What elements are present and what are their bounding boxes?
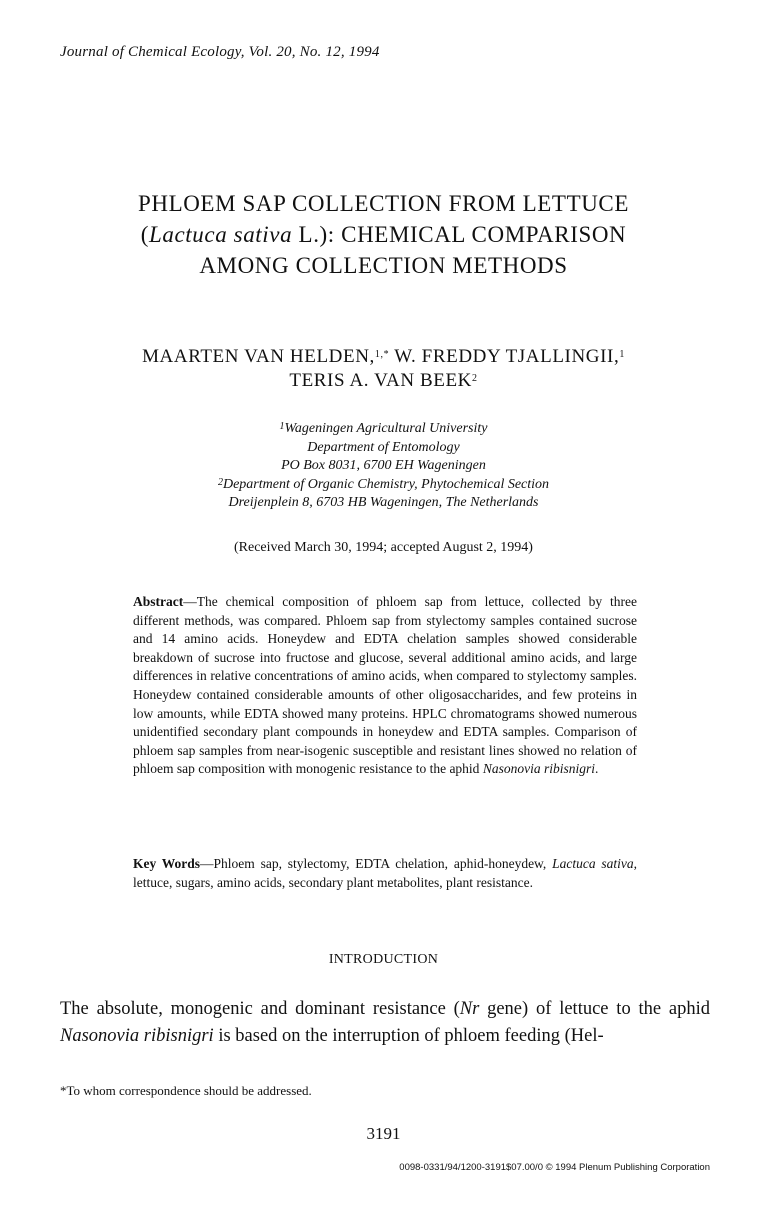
intro-text-b: gene) of lettuce to the aphid [479,999,710,1019]
affiliation-1-sup: 1 [279,421,285,432]
affiliation-1-line-3: PO Box 8031, 6700 EH Wageningen [281,458,486,473]
abstract-text: —The chemical composition of phloem sap from lettuce, collected by three different methods, was compared. Phloem sap from stylectomy samples contained sucrose and 14 amino acids. Honeydew and EDTA chelation samples showed considerable breakdown of sucrose into fructose and glucose, several additional amino acids, and large differences in relative concentrations of amino acids, when compared to stylectomy samples. Honeydew contained considerable amounts of other oligosaccharides, and few proteins in low amounts, while EDTA showed many proteins. HPLC chromatograms showed numerous unidentified secondary plant compounds in honeydew and EDTA samples. Comparison of phloem sap samples from near-isogenic susceptible and resistant lines showed no relation of phloem sap composition with monogenic resistance to the aphid [133,594,637,777]
received-dates: (Received March 30, 1994; accepted August 2, 1994) [234,540,533,555]
introduction-heading: INTRODUCTION [328,952,439,967]
correspondence-footnote: *To whom correspondence should be addressed. [60,1083,312,1098]
affiliation-1-line-2: Department of Entomology [307,439,460,455]
title-paren: ( [140,222,149,247]
author-tjallingii: W. FREDDY TJALLINGII, [389,346,620,367]
copyright-line: 0098-0331/94/1200-3191$07.00/0 © 1994 Plenum Publishing Corporation [399,1162,710,1173]
key-words-label: Key Words [133,856,201,871]
title-genus: Lactuca sativa [149,222,293,247]
title-line-2-rest: L.): CHEMICAL COMPARISON [292,222,627,247]
intro-text-a: The absolute, monogenic and dominant resistance ( [60,999,460,1019]
journal-citation: Journal of Chemical Ecology, Vol. 20, No. 12, 1994 [60,44,380,60]
title-line-2 [40,219,727,250]
affiliation-1-line-1 [40,420,727,439]
author-van-beek: TERIS A. VAN BEEK [289,370,473,391]
intro-gene: Nr [459,999,480,1019]
title-line-1: PHLOEM SAP COLLECTION FROM LETTUCE [137,191,630,216]
abstract-end: . [594,761,599,777]
affiliation-2-line-1 [40,476,727,495]
author-van-helden: MAARTEN VAN HELDEN, [142,346,375,367]
key-words-species: Lactuca sativa [552,856,634,871]
authors [40,345,727,393]
intro-species: Nasonovia ribisnigri [60,1026,214,1046]
title-line-3: AMONG COLLECTION METHODS [199,253,568,278]
authors-line-1 [40,345,727,369]
abstract [133,593,637,779]
key-words-text-b: , lettuce, sugars, amino acids, secondary plant metabolites, plant resistance. [133,856,637,890]
abstract-label: Abstract [133,594,184,609]
authors-line-2 [40,369,727,393]
abstract-species: Nasonovia ribisnigri [482,761,595,777]
affiliation-2-sup: 2 [217,476,223,488]
page-number: 3191 [366,1124,401,1143]
affiliation-2-line-2: Dreijenplein 8, 6703 HB Wageningen, The Netherlands [228,495,539,510]
author-van-beek-sup: 2 [472,373,478,384]
author-tjallingii-sup: 1 [619,349,625,360]
key-words [133,855,637,892]
affiliation-2-department: Department of Organic Chemistry, Phytochemical Section [222,476,550,492]
article-title [40,188,727,281]
affiliation-1-university: Wageningen Agricultural University [284,421,488,436]
affiliations [40,420,727,513]
abstract-paragraph [133,593,637,779]
introduction-text [60,996,710,1050]
introduction-paragraph [60,996,710,1050]
intro-text-c: is based on the interruption of phloem feeding (Hel- [213,1026,604,1046]
key-words-text-a: —Phloem sap, stylectomy, EDTA chelation, aphid-honeydew, [200,856,553,871]
author-van-helden-sup: 1,* [374,349,390,360]
